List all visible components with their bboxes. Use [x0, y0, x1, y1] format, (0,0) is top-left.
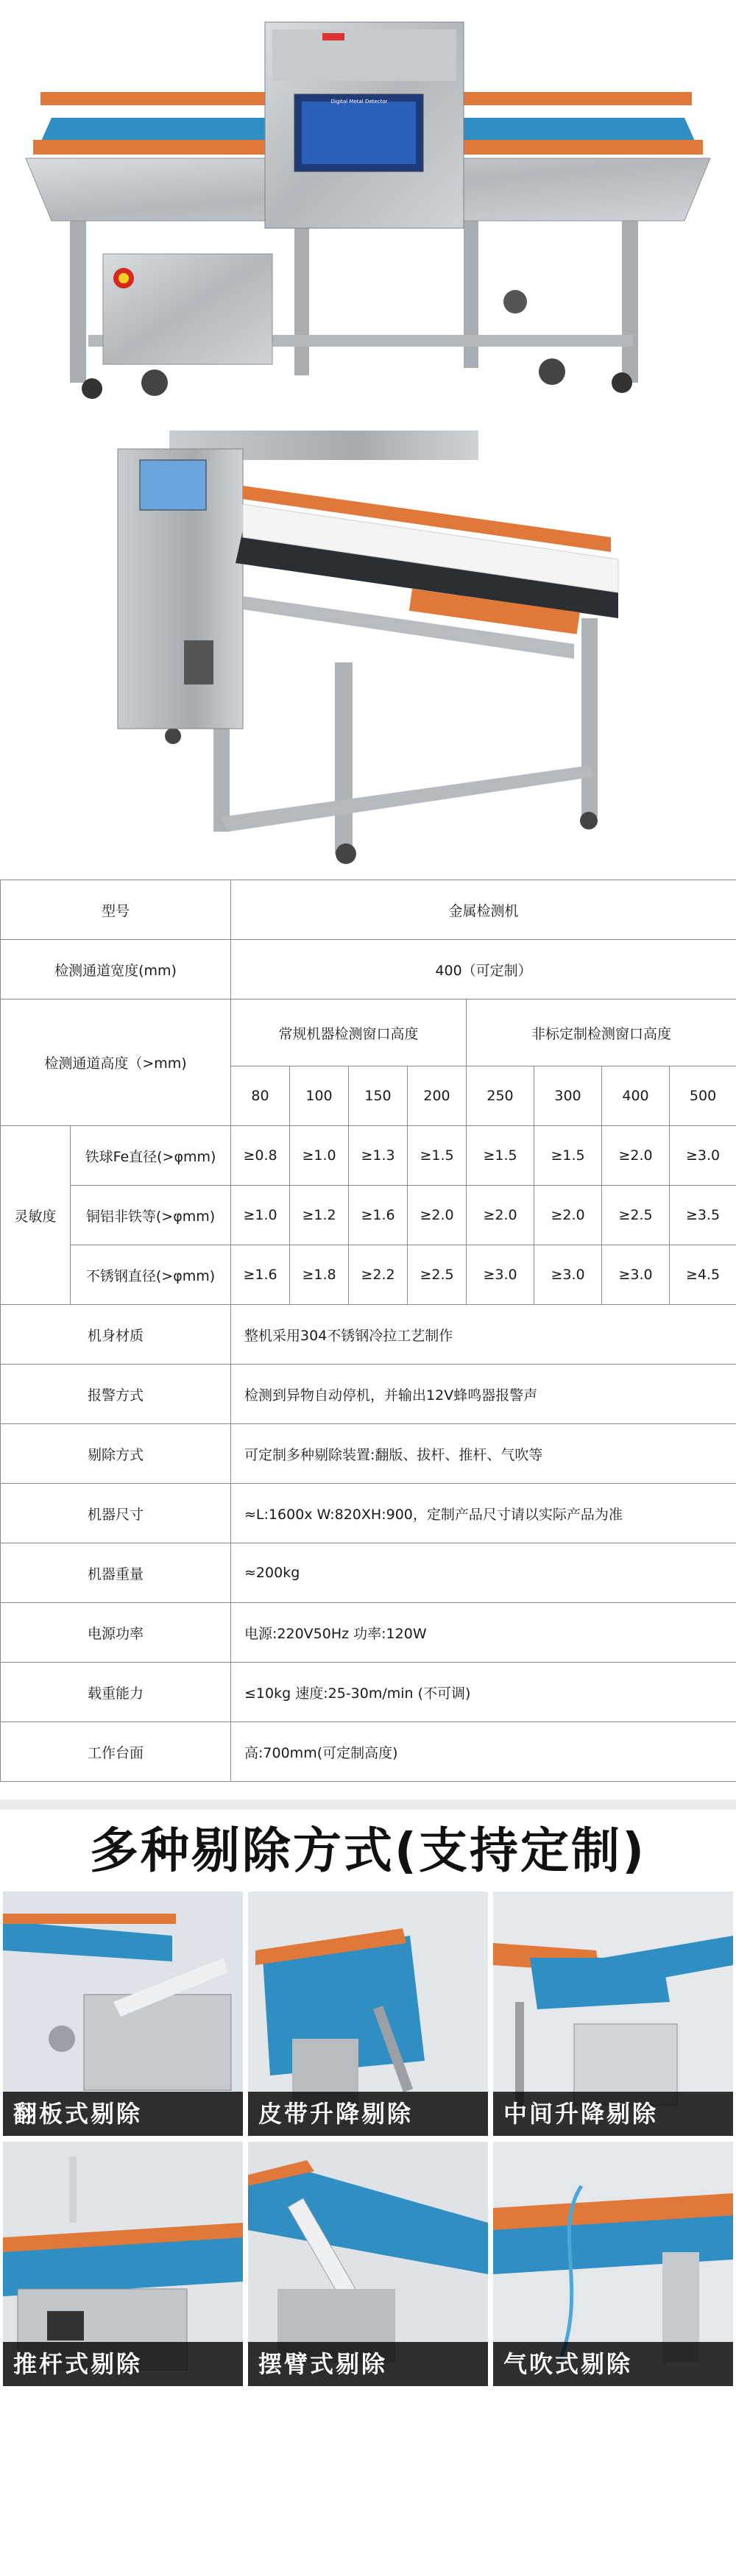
- sensitivity-value: ≥0.8: [231, 1126, 290, 1186]
- spec-row-width: [1, 940, 736, 999]
- height-value: 500: [670, 1066, 736, 1126]
- sensitivity-row-fe: [1, 1126, 736, 1186]
- method-card-swing-arm: [248, 2142, 488, 2386]
- sensitivity-value: ≥3.0: [602, 1245, 670, 1305]
- sensitivity-value: ≥2.2: [349, 1245, 408, 1305]
- material-value: 整机采用304不锈钢冷拉工艺制作: [231, 1305, 736, 1365]
- sensitivity-value: ≥3.0: [467, 1245, 534, 1305]
- sensitivity-value: ≥1.3: [349, 1126, 408, 1186]
- rejection-value: 可定制多种剔除装置:翻版、拔杆、推杆、气吹等: [231, 1424, 736, 1484]
- sensitivity-value: ≥2.0: [408, 1186, 467, 1245]
- worktable-label: 工作台面: [1, 1722, 231, 1782]
- method-caption: 摆臂式剔除: [248, 2342, 488, 2386]
- height-value: 300: [534, 1066, 602, 1126]
- spec-table: [0, 880, 736, 1782]
- height-value: 80: [231, 1066, 290, 1126]
- spec-row-load: [1, 1663, 736, 1722]
- sensitivity-value: ≥3.0: [670, 1126, 736, 1186]
- method-caption: 气吹式剔除: [493, 2342, 733, 2386]
- sensitivity-row-label: 不锈钢直径(>φmm): [71, 1245, 231, 1305]
- size-label: 机器尺寸: [1, 1484, 231, 1543]
- load-value: ≤10kg 速度:25-30m/min (不可调): [231, 1663, 736, 1722]
- alarm-value: 检测到异物自动停机，并输出12V蜂鸣器报警声: [231, 1365, 736, 1424]
- rejection-label: 剔除方式: [1, 1424, 231, 1484]
- sensitivity-label: 灵敏度: [1, 1126, 71, 1305]
- model-label: 型号: [1, 880, 231, 940]
- sensitivity-value: ≥2.0: [467, 1186, 534, 1245]
- spec-row-weight: [1, 1543, 736, 1603]
- method-caption: 皮带升降剔除: [248, 2092, 488, 2136]
- sensitivity-value: ≥2.5: [408, 1245, 467, 1305]
- spec-row-alarm: [1, 1365, 736, 1424]
- sensitivity-value: ≥2.0: [534, 1186, 602, 1245]
- size-value: ≈L:1600x W:820XH:900，定制产品尺寸请以实际产品为准: [231, 1484, 736, 1543]
- detector-screen-label: Digital Metal Detector: [330, 99, 388, 105]
- method-card-flap: [3, 1892, 243, 2136]
- product-photo-side: [0, 0, 736, 420]
- custom-height-header: 非标定制检测窗口高度: [467, 999, 736, 1066]
- section-title: 多种剔除方式(支持定制): [89, 1822, 647, 1879]
- power-value: 电源:220V50Hz 功率:120W: [231, 1603, 736, 1663]
- height-value: 400: [602, 1066, 670, 1126]
- sensitivity-value: ≥1.0: [231, 1186, 290, 1245]
- sensitivity-value: ≥2.0: [602, 1126, 670, 1186]
- worktable-value: 高:700mm(可定制高度): [231, 1722, 736, 1782]
- sensitivity-value: ≥1.5: [408, 1126, 467, 1186]
- height-value: 200: [408, 1066, 467, 1126]
- power-label: 电源功率: [1, 1603, 231, 1663]
- width-value: 400（可定制）: [231, 940, 736, 999]
- method-card-belt-lift: [248, 1892, 488, 2136]
- sensitivity-value: ≥1.6: [349, 1186, 408, 1245]
- sensitivity-row-nonferrous: [1, 1186, 736, 1245]
- sensitivity-value: ≥1.2: [290, 1186, 349, 1245]
- width-label: 检测通道宽度(mm): [1, 940, 231, 999]
- method-caption: 中间升降剔除: [493, 2092, 733, 2136]
- spec-row-power: [1, 1603, 736, 1663]
- standard-height-header: 常规机器检测窗口高度: [231, 999, 467, 1066]
- sensitivity-value: ≥2.5: [602, 1186, 670, 1245]
- height-label: 检测通道高度（>mm): [1, 999, 231, 1126]
- sensitivity-value: ≥4.5: [670, 1245, 736, 1305]
- sensitivity-value: ≥1.5: [534, 1126, 602, 1186]
- sensitivity-row-label: 铜铝非铁等(>φmm): [71, 1186, 231, 1245]
- sensitivity-value: ≥1.6: [231, 1245, 290, 1305]
- method-caption: 翻板式剔除: [3, 2092, 243, 2136]
- spec-row-rejection: [1, 1424, 736, 1484]
- method-card-middle-lift: [493, 1892, 733, 2136]
- method-caption: 推杆式剔除: [3, 2342, 243, 2386]
- sensitivity-value: ≥1.8: [290, 1245, 349, 1305]
- load-label: 载重能力: [1, 1663, 231, 1722]
- weight-value: ≈200kg: [231, 1543, 736, 1603]
- material-label: 机身材质: [1, 1305, 231, 1365]
- spec-row-material: [1, 1305, 736, 1365]
- spec-row-size: [1, 1484, 736, 1543]
- weight-label: 机器重量: [1, 1543, 231, 1603]
- height-value: 150: [349, 1066, 408, 1126]
- method-card-push-rod: [3, 2142, 243, 2386]
- height-value: 250: [467, 1066, 534, 1126]
- spec-row-model: [1, 880, 736, 940]
- sensitivity-value: ≥1.5: [467, 1126, 534, 1186]
- sensitivity-value: ≥3.5: [670, 1186, 736, 1245]
- height-value: 100: [290, 1066, 349, 1126]
- model-value: 金属检测机: [231, 880, 736, 940]
- method-card-air-blow: [493, 2142, 733, 2386]
- sensitivity-row-stainless: [1, 1245, 736, 1305]
- spec-row-worktable: [1, 1722, 736, 1782]
- spec-row-height-header: [1, 999, 736, 1066]
- sensitivity-value: ≥1.0: [290, 1126, 349, 1186]
- section-divider: [0, 1800, 736, 1810]
- product-photo-angled: [0, 420, 736, 868]
- sensitivity-row-label: 铁球Fe直径(>φmm): [71, 1126, 231, 1186]
- alarm-label: 报警方式: [1, 1365, 231, 1424]
- sensitivity-value: ≥3.0: [534, 1245, 602, 1305]
